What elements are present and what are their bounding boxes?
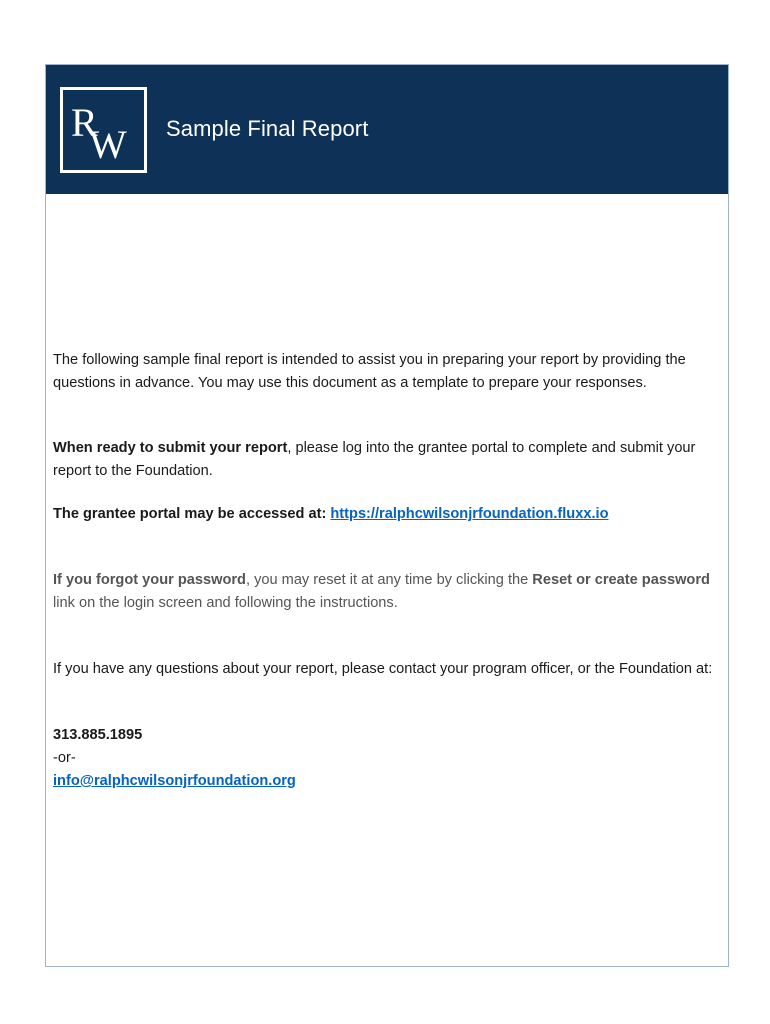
password-paragraph (53, 569, 713, 615)
report-title: Sample Final Report (166, 116, 369, 141)
header-band (46, 65, 728, 194)
document-page (45, 64, 729, 967)
password-rest: link on the login screen and following the instructions. (53, 595, 398, 611)
contact-email-line (53, 770, 713, 793)
rw-logo-mark (63, 90, 144, 170)
rw-logo (60, 87, 147, 173)
contact-separator: -or- (53, 750, 76, 766)
portal-lead: The grantee portal may be accessed at: (53, 506, 331, 522)
submit-lead: When ready to submit your report (53, 440, 288, 456)
svg-text:W: W (89, 122, 127, 167)
contact-paragraph: If you have any questions about your report, please contact your program officer, or the Foundation at: (53, 661, 713, 677)
password-middle: , you may reset it at any time by clicking the (245, 572, 533, 588)
svg-text:R: R (71, 100, 98, 145)
contact-email-link[interactable]: info@ralphcwilsonjrfoundation.org (53, 773, 296, 789)
submit-rest: , please log into the grantee portal to complete and submit your report to the Foundation. (53, 440, 696, 479)
password-lead: If you forgot your password (53, 572, 246, 588)
submit-paragraph (53, 437, 713, 483)
portal-link[interactable]: https://ralphcwilsonjrfoundation.fluxx.io (330, 506, 609, 522)
contact-phone: 313.885.1895 (53, 727, 143, 743)
intro-paragraph: The following sample final report is intended to assist you in preparing your report by providing the questions in advance. You may use this document as a template to prepare your responses. (53, 352, 686, 391)
portal-paragraph (53, 503, 713, 526)
password-reset-text: Reset or create password (532, 572, 710, 588)
